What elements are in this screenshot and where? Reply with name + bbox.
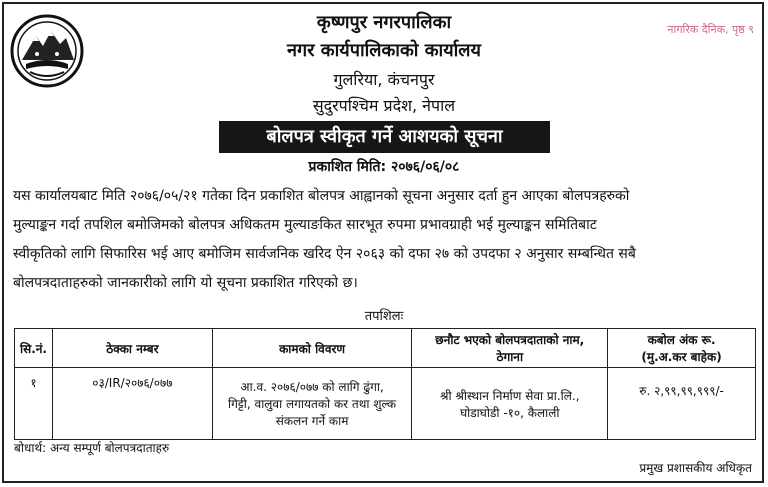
body-line: स्वीकृतिको लागि सिफारिस भई आए बमोजिम सार्वजनिक खरिद ऐन २०६३ को दफा २७ को उपदफा २ अनुसार सम्बन्धित सबै	[13, 246, 636, 262]
cell-amount: रु. २,९९,९९,९९९/-	[608, 368, 756, 440]
description-line: आ.व. २०७६/०७७ को लागि ढुंगा,	[240, 380, 384, 394]
body-line: यस कार्यालयबाट मिति २०७६/०५/२१ गतेका दिन प्रकाशित बोलपत्र आह्वानको सूचना अनुसार दर्ता हुन आएका बोलपत्रहरुको	[13, 188, 630, 204]
header-bidder-line: छनौट भएको बोलपत्रदाताको नाम,	[435, 333, 585, 347]
header-sn: सि.नं.	[15, 329, 53, 368]
bidder-line: श्री श्रीस्थान निर्माण सेवा प्रा.लि.,	[439, 388, 580, 403]
cell-description	[212, 368, 412, 440]
description-line: गिट्टी, वालुवा लगायतको कर तथा शुल्क	[228, 397, 397, 411]
office-location: गुलरिया, कंचनपुर	[333, 70, 435, 89]
table-caption: तपशिलः	[364, 309, 404, 324]
bidder-line: घोडाघोडी -१०, कैलाली	[460, 405, 560, 420]
office-name: नगर कार्यपालिकाको कार्यालय	[287, 40, 481, 61]
cell-bidder	[412, 368, 608, 440]
table-header-row	[15, 329, 756, 368]
header-amount-line: (मु.अ.कर बाहेक)	[641, 350, 722, 364]
cell-contract-no: ०३/IR/२०७६/०७७	[52, 368, 212, 440]
municipality-name: कृष्णपुर नगरपालिका	[316, 12, 452, 33]
header-bidder-line: ठेगाना	[496, 350, 524, 364]
newspaper-source-tag: नागरिक दैनिक, पृष्ठ ९	[667, 23, 754, 36]
description-line: संकलन गर्ने काम	[275, 414, 349, 428]
header-description: कामको विवरण	[212, 329, 412, 368]
province-name: सुदुरपश्चिम प्रदेश, नेपाल	[312, 96, 456, 115]
notice-body	[13, 182, 758, 298]
header-bidder	[412, 329, 608, 368]
details-table	[14, 328, 756, 440]
header-amount	[608, 329, 756, 368]
signatory-title: प्रमुख प्रशासकीय अधिकृत	[639, 461, 752, 475]
table-row	[15, 368, 756, 440]
cell-sn: १	[15, 368, 53, 440]
cc-note: बोधार्थ: अन्य सम्पूर्ण बोलपत्रदाताहरु	[14, 441, 170, 455]
published-date: प्रकाशित मिति: २०७६/०६/०८	[308, 159, 460, 175]
header-amount-line: कबोल अंक रू.	[647, 333, 716, 347]
body-line: मुल्याङ्कन गर्दा तपशिल बमोजिमको बोलपत्र अधिकतम मुल्याङकित सारभूत रुपमा प्रभावग्राही भई मुल्याङ्कन समितिबाट	[13, 217, 597, 233]
notice-title-banner: बोलपत्र स्वीकृत गर्ने आशयको सूचना	[219, 121, 550, 153]
header-contract-no: ठेक्का नम्बर	[52, 329, 212, 368]
body-line: बोलपत्रदाताहरुको जानकारीको लागि यो सूचना प्रकाशित गरिएको छ।	[13, 275, 358, 291]
